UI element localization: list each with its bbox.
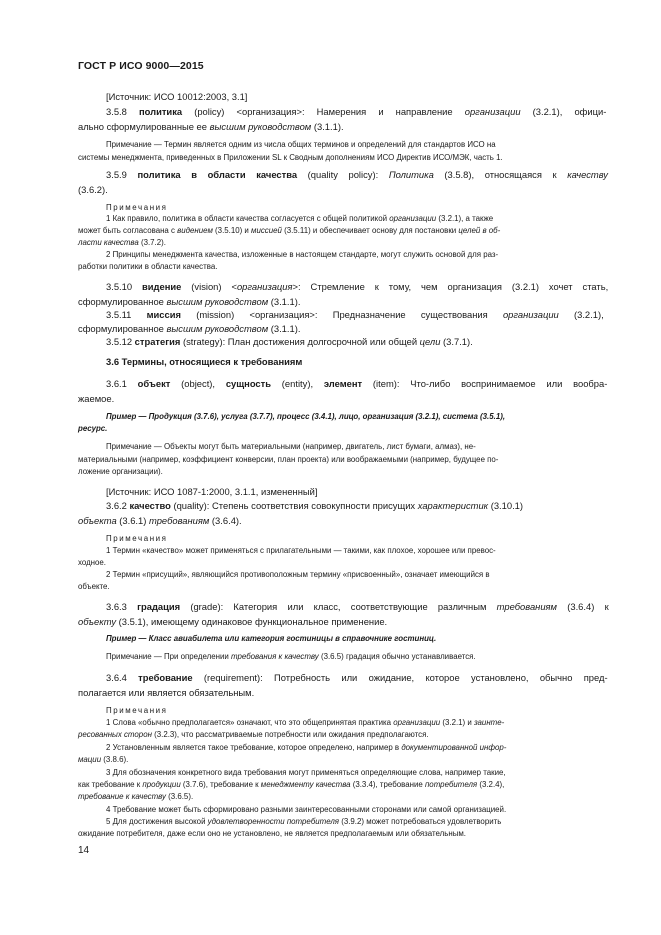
text-line: Пример — Продукция (3.7.6), услуга (3.7.7), процесс (3.4.1), лицо, организация (3.2.1), система (3.5.1), [106,412,506,421]
text-line: ресованных сторон (3.2.3), что рассматриваемые потребности или ожидания предполагаются. [78,730,429,739]
text-line: 3.6 Термины, относящиеся к требованиям [106,356,303,367]
text-line: требование к качеству (3.6.5). [78,792,194,801]
text-line: 1 Слова «обычно предполагается» означают, что это общепринятая практика организации (3.2.1) и заинте- [106,718,505,727]
page-number: 14 [78,845,90,856]
text-line: Примечание — Объекты могут быть материальными (например, двигатель, лист бумаги, алмаз), не- [106,442,476,451]
text-line: 3.5.11 миссия (mission) <организация>: Предназначение существования организации (3.2.1), [106,309,604,320]
text-line: может быть согласована с видением (3.5.10) и миссией (3.5.11) и обеспечивает основу для постановки целей в об- [78,226,501,235]
text-line: 3.6.1 объект (object), сущность (entity), элемент (item): Что-либо воспринимаемое или вообра- [106,378,608,389]
text-line: 1 Термин «качество» может применяться с прилагательными — такими, как плохое, хорошее или превос- [106,546,496,555]
text-line: ожидание потребителя, даже если оно не установлено, не является предполагаемым или обязательным. [78,829,466,838]
text-line: [Источник: ИСО 10012:2003, 3.1] [106,91,248,102]
text-line: жаемое. [78,393,115,404]
text-line: объекту (3.5.1), имеющему одинаковое функциональное применение. [78,616,388,627]
text-line: 2 Термин «присущий», являющийся противоположным термину «присвоенный», означает имеющийся в [106,570,490,579]
text-line: 3 Для обозначения конкретного вида требования могут применяться определяющие слова, например такие, [106,768,506,777]
text-line: 3.6.2 качество (quality): Степень соответствия совокупности присущих характеристик (3.10.1) [106,500,524,511]
text-line: полагается или является обязательным. [78,687,255,698]
text-line: 3.6.4 требование (requirement): Потребность или ожидание, которое установлено, обычно пред- [106,672,608,683]
text-line: 3.6.3 градация (grade): Категория или класс, соответствующие различным требованиям (3.6.4) к [106,601,609,612]
text-line: объекта (3.6.1) требованиям (3.6.4). [78,515,242,526]
text-line: ресурс. [78,424,108,433]
text-line: [Источник: ИСО 1087-1:2000, 3.1.1, измененный] [106,486,318,497]
text-line: 2 Установленным является такое требование, которое определено, например в документированной инфор- [106,743,507,752]
text-line: сформулированное высшим руководством (3.1.1). [78,296,301,307]
text-line: сформулированное высшим руководством (3.1.1). [78,323,301,334]
text-line: мации (3.8.6). [78,755,129,764]
text-line: Примечания [106,203,168,212]
text-line: работки политики в области качества. [78,262,218,271]
text-line: 2 Принципы менеджмента качества, изложенные в настоящем стандарте, могут служить основой для раз- [106,250,499,259]
text-line: 3.5.12 стратегия (strategy): План достижения долгосрочной или общей цели (3.7.1). [106,336,473,347]
text-line: 3.5.10 видение (vision) <организация>: Стремление к тому, чем организация (3.2.1) хочет стать, [106,281,609,292]
text-line: Примечания [106,534,168,543]
text-line: 5 Для достижения высокой удовлетворенности потребителя (3.9.2) может потребоваться удовлетворить [106,817,502,826]
text-line: ально сформулированные ее высшим руководством (3.1.1). [78,121,344,132]
text-line: 3.5.9 политика в области качества (quality policy): Политика (3.5.8), относящаяся к качеству [106,169,608,180]
text-line: 1 Как правило, политика в области качества согласуется с общей политикой организации (3.2.1), а также [106,214,494,223]
document-header: ГОСТ Р ИСО 9000—2015 [78,60,204,72]
text-line: 3.5.8 политика (policy) <организация>: Намерения и направление организации (3.2.1), офици- [106,106,607,117]
text-line: материальными (например, коэффициент конверсии, план проекта) или воображаемыми (например, будущее по- [78,455,499,464]
text-line: Примечания [106,706,168,715]
text-line: 4 Требование может быть сформировано разными заинтересованными сторонами или самой организацией. [106,805,507,814]
text-line: как требование к продукции (3.7.6), требование к менеджменту качества (3.3.4), требование потребителя (3.2.4), [78,780,505,789]
text-line: Пример — Класс авиабилета или категория гостиницы в справочнике гостиниц. [106,634,437,643]
text-line: объекте. [78,582,110,591]
text-line: ложение организации). [78,467,163,476]
text-line: Примечание — При определении требования к качеству (3.6.5) градация обычно устанавливается. [106,652,476,661]
text-line: ходное. [78,558,107,567]
text-line: (3.6.2). [78,184,108,195]
text-line: ласти качества (3.7.2). [78,238,166,247]
text-line: системы менеджмента, приведенных в Приложении SL к Сводным дополнениям ИСО Директив ИСО/МЭК, часть 1. [78,153,503,162]
text-line: Примечание — Термин является одним из числа общих терминов и определений для стандартов ИСО на [106,140,496,149]
